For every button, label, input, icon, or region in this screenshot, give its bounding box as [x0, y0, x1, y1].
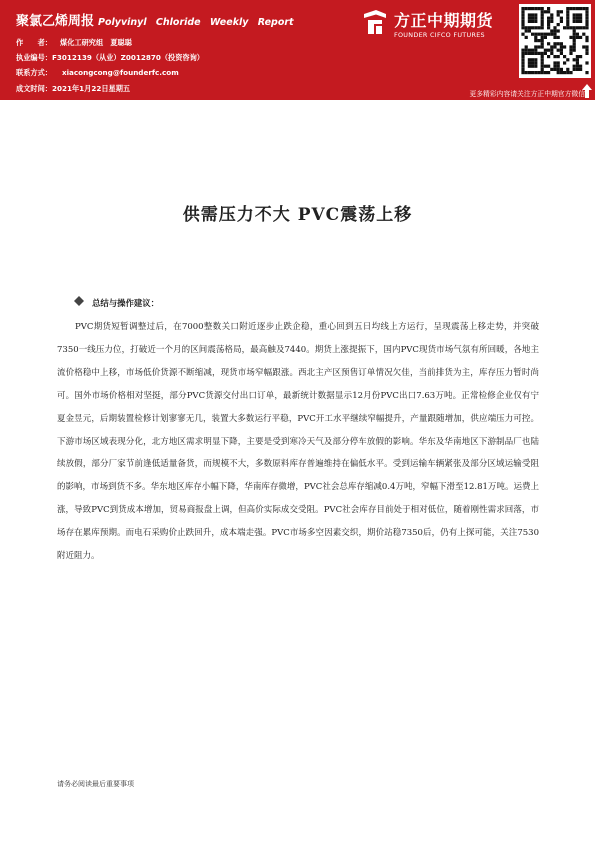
- license-label: 执业编号：: [16, 53, 52, 62]
- author-value: 煤化工研究组 夏聪聪: [60, 38, 132, 47]
- qr-code-icon: [519, 4, 591, 78]
- date-label: 成文时间：: [16, 84, 52, 93]
- summary-paragraph: PVC期货短暂调整过后，在7000整数关口附近逐步止跌企稳，重心回到五日均线上方运行，呈现震荡上移走势，并突破7350一线压力位，打破近一个月的区间震荡格局，最高触及7440。期货上涨提振下，国内PVC现货市场气氛有所回暖，各地主流价格稳中上移，市场低价货源不断缩减，现货市场窄幅跟涨。西北主产区预售订单情况欠佳，当前排货为主，库存压力暂时尚可。国外市场价格相对坚挺，部分PVC货源交付出口订单，最新统计数据显示12月份PVC出口7.63万吨。正常检修企业仅有宁夏金昱元，后期装置检修计划寥寥无几，装置大多数运行平稳，PVC开工水平继续窄幅提升，产量跟随增加，供应端压力可控。下游市场区域表现分化，北方地区需求明显下降，主要是受到寒冷天气及部分停车放假的影响。华东及华南地区下游制品厂也陆续放假，部分厂家节前逢低适量备货，而规模不大，多数原料库存普遍维持在偏低水平。受到运输车辆紧张及部分区域运输受阻的影响，市场到货不多。华东地区库存小幅下降，华南库存微增，PVC社会总库存缩减0.4万吨，窄幅下滑至12.81万吨。运费上涨，导致PVC到货成本增加，贸易商报盘上调，但高价实际成交受阻。PVC社会库存目前处于相对低位，随着刚性需求回落，市场存在累库预期。而电石采购价止跌回升，成本端走强。PVC市场多空因素交织，期价站稳7350后，仍有上探可能，关注7530附近阻力。: [57, 322, 539, 562]
- report-header: [0, 0, 595, 100]
- report-series-title-en: Polyvinyl Chloride Weekly Report: [98, 17, 294, 28]
- summary-heading-text: 总结与操作建议：: [92, 298, 159, 308]
- report-series-title: [16, 10, 294, 29]
- founder-logo-icon: [362, 8, 388, 36]
- license-row: [16, 53, 204, 63]
- disclaimer-note: 请务必阅读最后重要事项: [57, 780, 134, 788]
- arrow-up-icon: [582, 84, 592, 98]
- follow-wechat-text: 更多精彩内容请关注方正中期官方微信: [469, 90, 585, 98]
- logo-text-en: FOUNDER CIFCO FUTURES: [394, 31, 485, 39]
- date-value: 2021年1月22日星期五: [51, 84, 131, 93]
- logo-text-cn: 方正中期期货: [394, 11, 494, 30]
- report-series-title-cn: 聚氯乙烯周报: [16, 14, 95, 29]
- license-value: F3012139（从业）Z0012870（投资咨询）: [51, 53, 204, 62]
- author-row: [16, 38, 132, 48]
- company-logo: [362, 6, 512, 46]
- contact-row: [16, 68, 179, 78]
- author-label: 作 者：: [16, 38, 52, 47]
- date-row: [16, 84, 130, 94]
- summary-section-heading: [74, 296, 159, 309]
- diamond-bullet-icon: [74, 296, 84, 306]
- wechat-qr-code: [519, 4, 591, 78]
- contact-value[interactable]: xiacongcong@founderfc.com: [61, 68, 179, 77]
- contact-label: 联系方式：: [16, 68, 52, 77]
- report-title: 供需压力不大 PVC震荡上移: [182, 205, 413, 225]
